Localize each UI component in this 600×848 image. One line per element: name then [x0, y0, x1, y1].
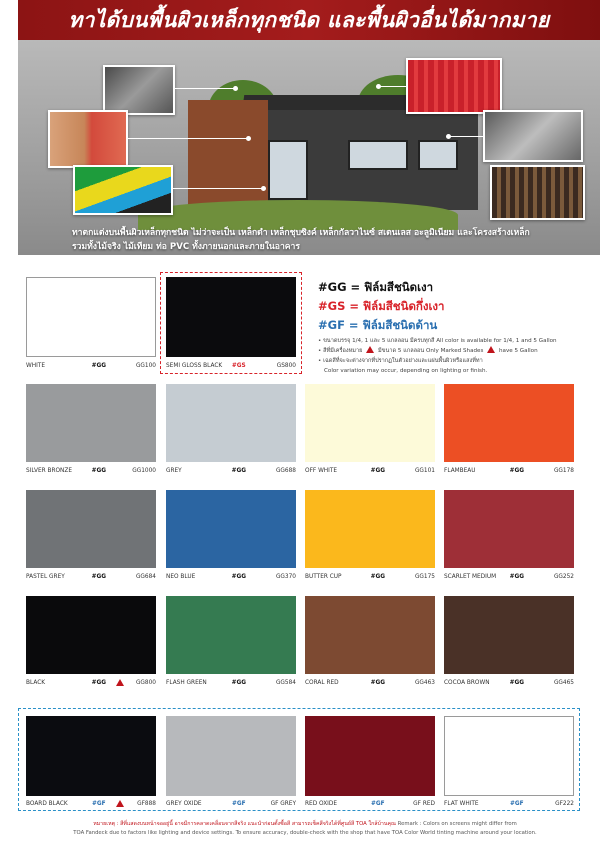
swatch-color	[305, 716, 435, 796]
color-swatch	[305, 384, 435, 476]
swatch-color	[166, 384, 296, 462]
swatch-finish: #GF	[232, 801, 246, 807]
swatch-code: GF RED	[413, 801, 435, 807]
color-swatch	[26, 596, 156, 688]
swatch-name: FLAMBEAU	[444, 468, 476, 474]
swatch-color	[26, 384, 156, 462]
legend-gg: #GG = ฟิล์มสีชนิดเงา	[318, 280, 434, 294]
swatch-code: GF222	[555, 801, 574, 807]
swatch-code: GG463	[414, 680, 435, 686]
swatch-finish: #GG	[370, 574, 385, 580]
note-marked: • สีที่มีเครื่องหมาย มีขนาด 5 แกลลอน Only Marked Shades have 5 Gallon	[318, 348, 538, 354]
swatch-name: SEMI GLOSS BLACK	[166, 363, 223, 369]
color-swatch	[166, 716, 296, 809]
swatch-code: GS800	[276, 363, 296, 369]
triangle-marker-icon	[487, 346, 495, 353]
color-swatch	[305, 596, 435, 688]
hero-description: ทาตกแต่งบนพื้นผิวเหล็กทุกชนิด ไม่ว่าจะเป็น เหล็กดำ เหล็กชุบซิงค์ เหล็กกัลวาไนซ์ สเตนเลส อะลูมิเนียม และโครงสร้างเหล็ก รวมทั้งไม้จริง ไม้เทียม ท่อ PVC ทั้งภายนอกและภายในอาคาร	[72, 228, 530, 252]
connector-line	[128, 138, 248, 139]
swatch-color	[26, 596, 156, 674]
swatch-color	[305, 596, 435, 674]
swatch-code: GG684	[135, 574, 156, 580]
swatch-finish: #GS	[231, 363, 246, 369]
swatch-name: BLACK	[26, 680, 46, 686]
hero-image	[18, 40, 600, 255]
legend-gs: #GS = ฟิล์มสีชนิดกึ่งเงา	[318, 299, 445, 313]
triangle-marker-icon	[366, 346, 374, 353]
color-swatch	[166, 277, 296, 371]
swatch-color	[444, 716, 574, 796]
swatch-finish: #GG	[91, 680, 106, 686]
swatch-name: SILVER BRONZE	[26, 468, 73, 474]
legend-gf: #GF = ฟิล์มสีชนิดด้าน	[318, 318, 438, 332]
connector-line	[448, 136, 483, 137]
color-swatch	[444, 596, 574, 688]
swatch-color	[166, 490, 296, 568]
swatch-code: GG465	[553, 680, 574, 686]
connector-dot	[233, 86, 238, 91]
swatch-name: PASTEL GREY	[26, 574, 65, 580]
footer-remark: หมายเหตุ : สีที่แสดงบนหน้าจออยู่นี้ อาจมีการคลาดเคลื่อนจากสีจริง แนะนำก่อนตั้งซื้อสี สามารถเช็คสีจริงได้ที่ศูนย์สี TOA ใกล้บ้านคุณ Remark : Colors on screens might differ from TOA Fandeck due to factors like lighting and device settings. To ensure accuracy, double-check with the shop that have TOA Color World tinting machine around your location.	[73, 821, 537, 836]
swatch-code: GG584	[275, 680, 296, 686]
swatch-name: FLAT WHITE	[444, 801, 479, 807]
triangle-marker-icon	[116, 800, 124, 807]
swatch-finish: #GG	[509, 468, 524, 474]
swatch-name: NEO BLUE	[166, 574, 196, 580]
swatch-finish: #GG	[91, 468, 106, 474]
connector-line	[378, 86, 406, 87]
note-sizes: • ขนาดบรรจุ 1/4, 1 และ 5 แกลลอน มีครบทุกสี All color is available for 1/4, 1 and 5 Gallon	[318, 338, 557, 344]
swatch-finish: #GG	[370, 680, 385, 686]
swatch-finish: #GG	[231, 468, 246, 474]
window	[418, 140, 458, 170]
window	[268, 140, 308, 200]
color-swatch	[305, 716, 435, 809]
connector-line	[173, 188, 263, 189]
color-swatch	[444, 490, 574, 582]
color-swatch	[305, 490, 435, 582]
swatch-code: GG1000	[132, 468, 156, 474]
swatch-code: GF GREY	[270, 801, 296, 807]
steel-tube-photo	[103, 65, 175, 115]
swatch-finish: #GG	[91, 363, 106, 369]
swatch-name: BUTTER CUP	[305, 574, 342, 580]
swatch-code: GG800	[135, 680, 156, 686]
swatch-name: RED OXIDE	[305, 801, 337, 807]
swatch-finish: #GG	[370, 468, 385, 474]
swatch-finish: #GF	[510, 801, 524, 807]
note-variation-en: Color variation may occur, depending on lighting or finish.	[324, 368, 488, 374]
swatch-color	[444, 384, 574, 462]
swatch-finish: #GF	[371, 801, 385, 807]
swatch-code: GG370	[275, 574, 296, 580]
swatch-name: BOARD BLACK	[26, 801, 68, 807]
swatch-color	[305, 384, 435, 462]
swatch-finish: #GG	[509, 680, 524, 686]
connector-dot	[446, 134, 451, 139]
metal-gate-photo	[490, 165, 585, 220]
house-brick-wall	[188, 100, 268, 210]
swatch-name: GREY OXIDE	[166, 801, 202, 807]
metal-roof-photo	[406, 58, 502, 114]
wood-photo	[48, 110, 128, 168]
pvc-pipe-photo	[73, 165, 173, 215]
connector-dot	[261, 186, 266, 191]
swatch-name: COCOA BROWN	[444, 680, 490, 686]
swatch-code: GG175	[414, 574, 435, 580]
swatch-finish: #GG	[91, 574, 106, 580]
color-swatch	[26, 716, 156, 809]
color-swatch	[166, 384, 296, 476]
swatch-name: OFF WHITE	[305, 468, 338, 474]
connector-dot	[376, 84, 381, 89]
color-swatch	[444, 384, 574, 476]
swatch-code: GG101	[414, 468, 435, 474]
swatch-code: GG178	[553, 468, 574, 474]
swatch-name: GREY	[166, 468, 182, 474]
swatch-code: GF888	[137, 801, 156, 807]
swatch-color	[444, 490, 574, 568]
swatch-name: FLASH GREEN	[166, 680, 207, 686]
swatch-color	[166, 596, 296, 674]
window	[348, 140, 408, 170]
swatch-color	[166, 716, 296, 796]
swatch-finish: #GG	[231, 574, 246, 580]
swatch-color	[26, 277, 156, 357]
package-notes	[318, 336, 588, 376]
color-swatch	[26, 277, 156, 371]
swatch-code: GG688	[275, 468, 296, 474]
swatch-name: WHITE	[26, 363, 46, 369]
note-variation-th: • เฉดสีที่จะจะต่างจากที่ปรากฏในตัวอย่างและแผ่นพื้นผิวหรือแสงที่ทา	[318, 358, 483, 364]
swatch-name: CORAL RED	[305, 680, 339, 686]
connector-dot	[246, 136, 251, 141]
swatch-color	[26, 716, 156, 796]
swatch-finish: #GG	[231, 680, 246, 686]
connector-line	[175, 88, 235, 89]
swatch-color	[166, 277, 296, 357]
swatch-color	[444, 596, 574, 674]
swatch-finish: #GG	[509, 574, 524, 580]
swatch-name: SCARLET MEDIUM	[444, 574, 497, 580]
color-swatch	[166, 596, 296, 688]
color-swatch	[166, 490, 296, 582]
steel-profile-photo	[483, 110, 583, 162]
swatch-color	[26, 490, 156, 568]
triangle-marker-icon	[116, 679, 124, 686]
banner-title: ทาได้บนพื้นผิวเหล็กทุกชนิด และพื้นผิวอื่นได้มากมาย	[18, 0, 600, 40]
color-swatch	[444, 716, 574, 809]
swatch-color	[305, 490, 435, 568]
color-swatch	[26, 490, 156, 582]
swatch-code: GG100	[135, 363, 156, 369]
swatch-code: GG252	[553, 574, 574, 580]
swatch-finish: #GF	[92, 801, 106, 807]
finish-legend	[318, 278, 578, 335]
color-swatch	[26, 384, 156, 476]
